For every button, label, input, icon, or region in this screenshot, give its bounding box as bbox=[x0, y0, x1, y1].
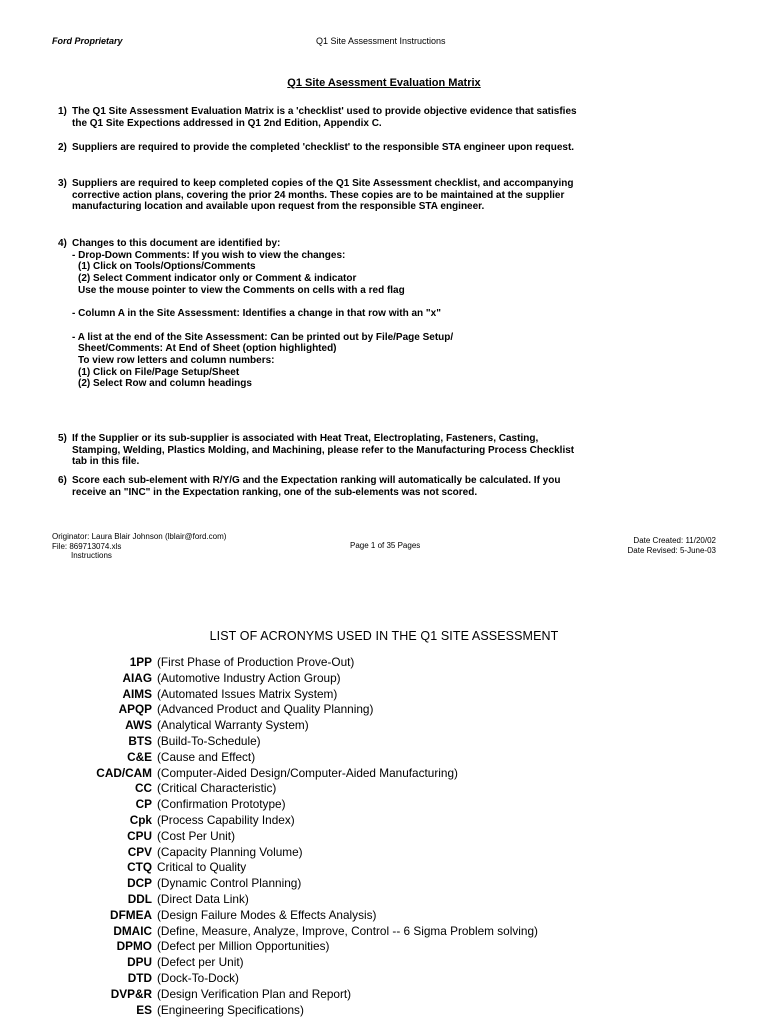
acronym-definition: (Define, Measure, Analyze, Improve, Control -- 6 Sigma Problem solving) bbox=[157, 923, 538, 938]
acronym-abbreviation: Cpk bbox=[129, 812, 152, 827]
item-number: 1) bbox=[58, 106, 67, 117]
acronym-row bbox=[0, 797, 768, 813]
acronym-definition: (Advanced Product and Quality Planning) bbox=[157, 702, 374, 717]
acronym-abbreviation: CAD/CAM bbox=[96, 765, 152, 780]
item-text-line: The Q1 Site Assessment Evaluation Matrix is a 'checklist' used to provide objective evidence that satisfies bbox=[72, 106, 577, 117]
acronym-row bbox=[0, 1003, 768, 1019]
footer-file-info bbox=[52, 532, 226, 561]
acronym-definition: (Engineering Specifications) bbox=[157, 1002, 304, 1017]
acronym-row bbox=[0, 971, 768, 987]
acronym-abbreviation: DTD bbox=[127, 970, 152, 985]
acronym-definition: (Defect per Million Opportunities) bbox=[157, 939, 330, 954]
acronym-abbreviation: APQP bbox=[118, 702, 152, 717]
footer-date-revised: Date Revised: 5-June-03 bbox=[627, 545, 716, 555]
acronym-row bbox=[0, 718, 768, 734]
item-text-line: receive an "INC" in the Expectation ranking, one of the sub-elements was not scored. bbox=[72, 486, 478, 498]
footer-file-name: File: 869713074.xls bbox=[52, 541, 122, 551]
header-proprietary-label: Ford Proprietary bbox=[52, 36, 123, 46]
acronym-row bbox=[0, 655, 768, 671]
acronym-definition: (Build-To-Schedule) bbox=[157, 733, 261, 748]
acronym-abbreviation: DPU bbox=[127, 955, 152, 970]
acronym-row bbox=[0, 734, 768, 750]
acronym-row bbox=[0, 924, 768, 940]
acronym-row bbox=[0, 671, 768, 687]
acronym-abbreviation: C&E bbox=[127, 749, 152, 764]
acronym-row bbox=[0, 860, 768, 876]
item-text-line: (1) Click on File/Page Setup/Sheet bbox=[78, 366, 240, 378]
item-spacer bbox=[72, 320, 618, 332]
item-number: 5) bbox=[58, 433, 67, 444]
acronym-row bbox=[0, 687, 768, 703]
item-text-line: If the Supplier or its sub-supplier is associated with Heat Treat, Electroplating, Fasteners, Casting, bbox=[72, 433, 539, 444]
acronym-abbreviation: DMAIC bbox=[113, 923, 152, 938]
item-number: 3) bbox=[58, 178, 67, 189]
acronym-row bbox=[0, 781, 768, 797]
instruction-item-5 bbox=[58, 433, 618, 468]
acronym-row bbox=[0, 955, 768, 971]
acronym-abbreviation: ES bbox=[136, 1002, 152, 1017]
header-document-title: Q1 Site Assessment Instructions bbox=[316, 36, 446, 46]
acronym-definition: (Capacity Planning Volume) bbox=[157, 844, 303, 859]
acronym-abbreviation: AIMS bbox=[122, 686, 152, 701]
acronym-definition: (Design Verification Plan and Report) bbox=[157, 986, 352, 1001]
acronym-row bbox=[0, 939, 768, 955]
acronym-abbreviation: AWS bbox=[125, 718, 152, 733]
instruction-item-3 bbox=[58, 178, 618, 213]
acronym-definition: (Automated Issues Matrix System) bbox=[157, 686, 338, 701]
acronym-abbreviation: DPMO bbox=[116, 939, 152, 954]
acronym-definition: (Direct Data Link) bbox=[157, 891, 249, 906]
acronym-row bbox=[0, 876, 768, 892]
acronym-abbreviation: CTQ bbox=[127, 860, 152, 875]
item-text-line: Suppliers are required to keep completed copies of the Q1 Site Assessment checklist, and accompanying bbox=[72, 178, 574, 189]
acronym-definition: (Cost Per Unit) bbox=[157, 828, 236, 843]
acronym-abbreviation: CPV bbox=[127, 844, 152, 859]
item-text-line: Suppliers are required to provide the completed 'checklist' to the responsible STA engineer upon request. bbox=[72, 142, 575, 153]
acronyms-title: LIST OF ACRONYMS USED IN THE Q1 SITE ASSESSMENT bbox=[209, 629, 559, 643]
instruction-item-2 bbox=[58, 142, 618, 154]
acronym-definition: (Process Capability Index) bbox=[157, 812, 295, 827]
item-text-line: (2) Select Comment indicator only or Comment & indicator bbox=[78, 273, 357, 285]
acronym-row bbox=[0, 908, 768, 924]
item-text-line: (2) Select Row and column headings bbox=[78, 378, 252, 390]
acronym-abbreviation: DFMEA bbox=[110, 907, 152, 922]
acronym-definition: (Critical Characteristic) bbox=[157, 781, 277, 796]
acronym-abbreviation: BTS bbox=[128, 733, 152, 748]
item-spacer bbox=[72, 297, 618, 309]
footer-sheet-name: Instructions bbox=[71, 551, 112, 560]
page-title: Q1 Site Asessment Evaluation Matrix bbox=[287, 77, 481, 89]
acronym-row bbox=[0, 702, 768, 718]
acronym-abbreviation: CC bbox=[134, 781, 152, 796]
acronym-abbreviation: CPU bbox=[127, 828, 152, 843]
item-text-line: tab in this file. bbox=[72, 456, 140, 468]
item-text-line: Use the mouse pointer to view the Comments on cells with a red flag bbox=[78, 284, 405, 296]
item-text-line: - Drop-Down Comments: If you wish to view the changes: bbox=[72, 249, 346, 261]
acronym-abbreviation: DVP&R bbox=[110, 986, 152, 1001]
acronym-row bbox=[0, 766, 768, 782]
footer-date-created: Date Created: 11/20/02 bbox=[633, 536, 716, 545]
footer-page-number: Page 1 of 35 Pages bbox=[350, 541, 421, 550]
acronym-abbreviation: AIAG bbox=[122, 670, 152, 685]
acronym-definition: (Computer-Aided Design/Computer-Aided Manufacturing) bbox=[157, 765, 458, 780]
item-text-line: Score each sub-element with R/Y/G and the Expectation ranking will automatically be calculated. If you bbox=[72, 475, 561, 486]
item-number: 6) bbox=[58, 475, 67, 486]
acronym-definition: (Dynamic Control Planning) bbox=[157, 876, 302, 891]
item-text-line: the Q1 Site Expections addressed in Q1 2nd Edition, Appendix C. bbox=[72, 117, 382, 129]
acronym-list bbox=[0, 655, 768, 1018]
item-text-line: - Column A in the Site Assessment: Identifies a change in that row with an "x" bbox=[72, 308, 441, 320]
acronym-row bbox=[0, 829, 768, 845]
acronym-definition: Critical to Quality bbox=[157, 860, 247, 875]
acronym-definition: (Dock-To-Dock) bbox=[157, 970, 239, 985]
item-text-line: corrective action plans, covering the prior 24 months. These copies are to be maintained at the supplier bbox=[72, 189, 565, 201]
instruction-item-6 bbox=[58, 475, 618, 498]
acronym-row bbox=[0, 845, 768, 861]
item-text-line: Sheet/Comments: At End of Sheet (option highlighted) bbox=[78, 343, 337, 355]
acronym-row bbox=[0, 813, 768, 829]
acronym-abbreviation: 1PP bbox=[129, 655, 152, 669]
item-number: 2) bbox=[58, 142, 67, 153]
item-text-line: (1) Click on Tools/Options/Comments bbox=[78, 261, 256, 273]
item-number: 4) bbox=[58, 238, 67, 249]
footer-dates bbox=[628, 536, 717, 555]
footer-originator: Originator: Laura Blair Johnson (lblair@ford.com) bbox=[52, 532, 227, 541]
acronym-row bbox=[0, 750, 768, 766]
item-text-line: Stamping, Welding, Plastics Molding, and Machining, please refer to the Manufacturing Process Checklist bbox=[72, 444, 575, 456]
item-text-line: Changes to this document are identified by: bbox=[72, 238, 281, 249]
acronym-definition: (Defect per Unit) bbox=[157, 955, 244, 970]
acronym-abbreviation: DCP bbox=[127, 876, 152, 891]
acronym-definition: (Design Failure Modes & Effects Analysis) bbox=[157, 907, 377, 922]
acronym-abbreviation: CP bbox=[135, 797, 152, 812]
acronym-definition: (Cause and Effect) bbox=[157, 749, 256, 764]
item-text-line: - A list at the end of the Site Assessment: Can be printed out by File/Page Setup/ bbox=[72, 331, 454, 343]
acronym-definition: (Analytical Warranty System) bbox=[157, 718, 309, 733]
item-text-line: To view row letters and column numbers: bbox=[78, 355, 275, 366]
acronym-row bbox=[0, 892, 768, 908]
instruction-item-4 bbox=[58, 238, 618, 390]
item-text-line: manufacturing location and available upon request from the responsible STA engineer. bbox=[72, 201, 485, 213]
acronym-definition: (Confirmation Prototype) bbox=[157, 797, 286, 812]
acronym-row bbox=[0, 987, 768, 1003]
acronym-definition: (Automotive Industry Action Group) bbox=[157, 670, 341, 685]
acronym-abbreviation: DDL bbox=[127, 891, 152, 906]
instruction-item-1 bbox=[58, 106, 618, 129]
acronym-definition: (First Phase of Production Prove-Out) bbox=[157, 655, 355, 669]
